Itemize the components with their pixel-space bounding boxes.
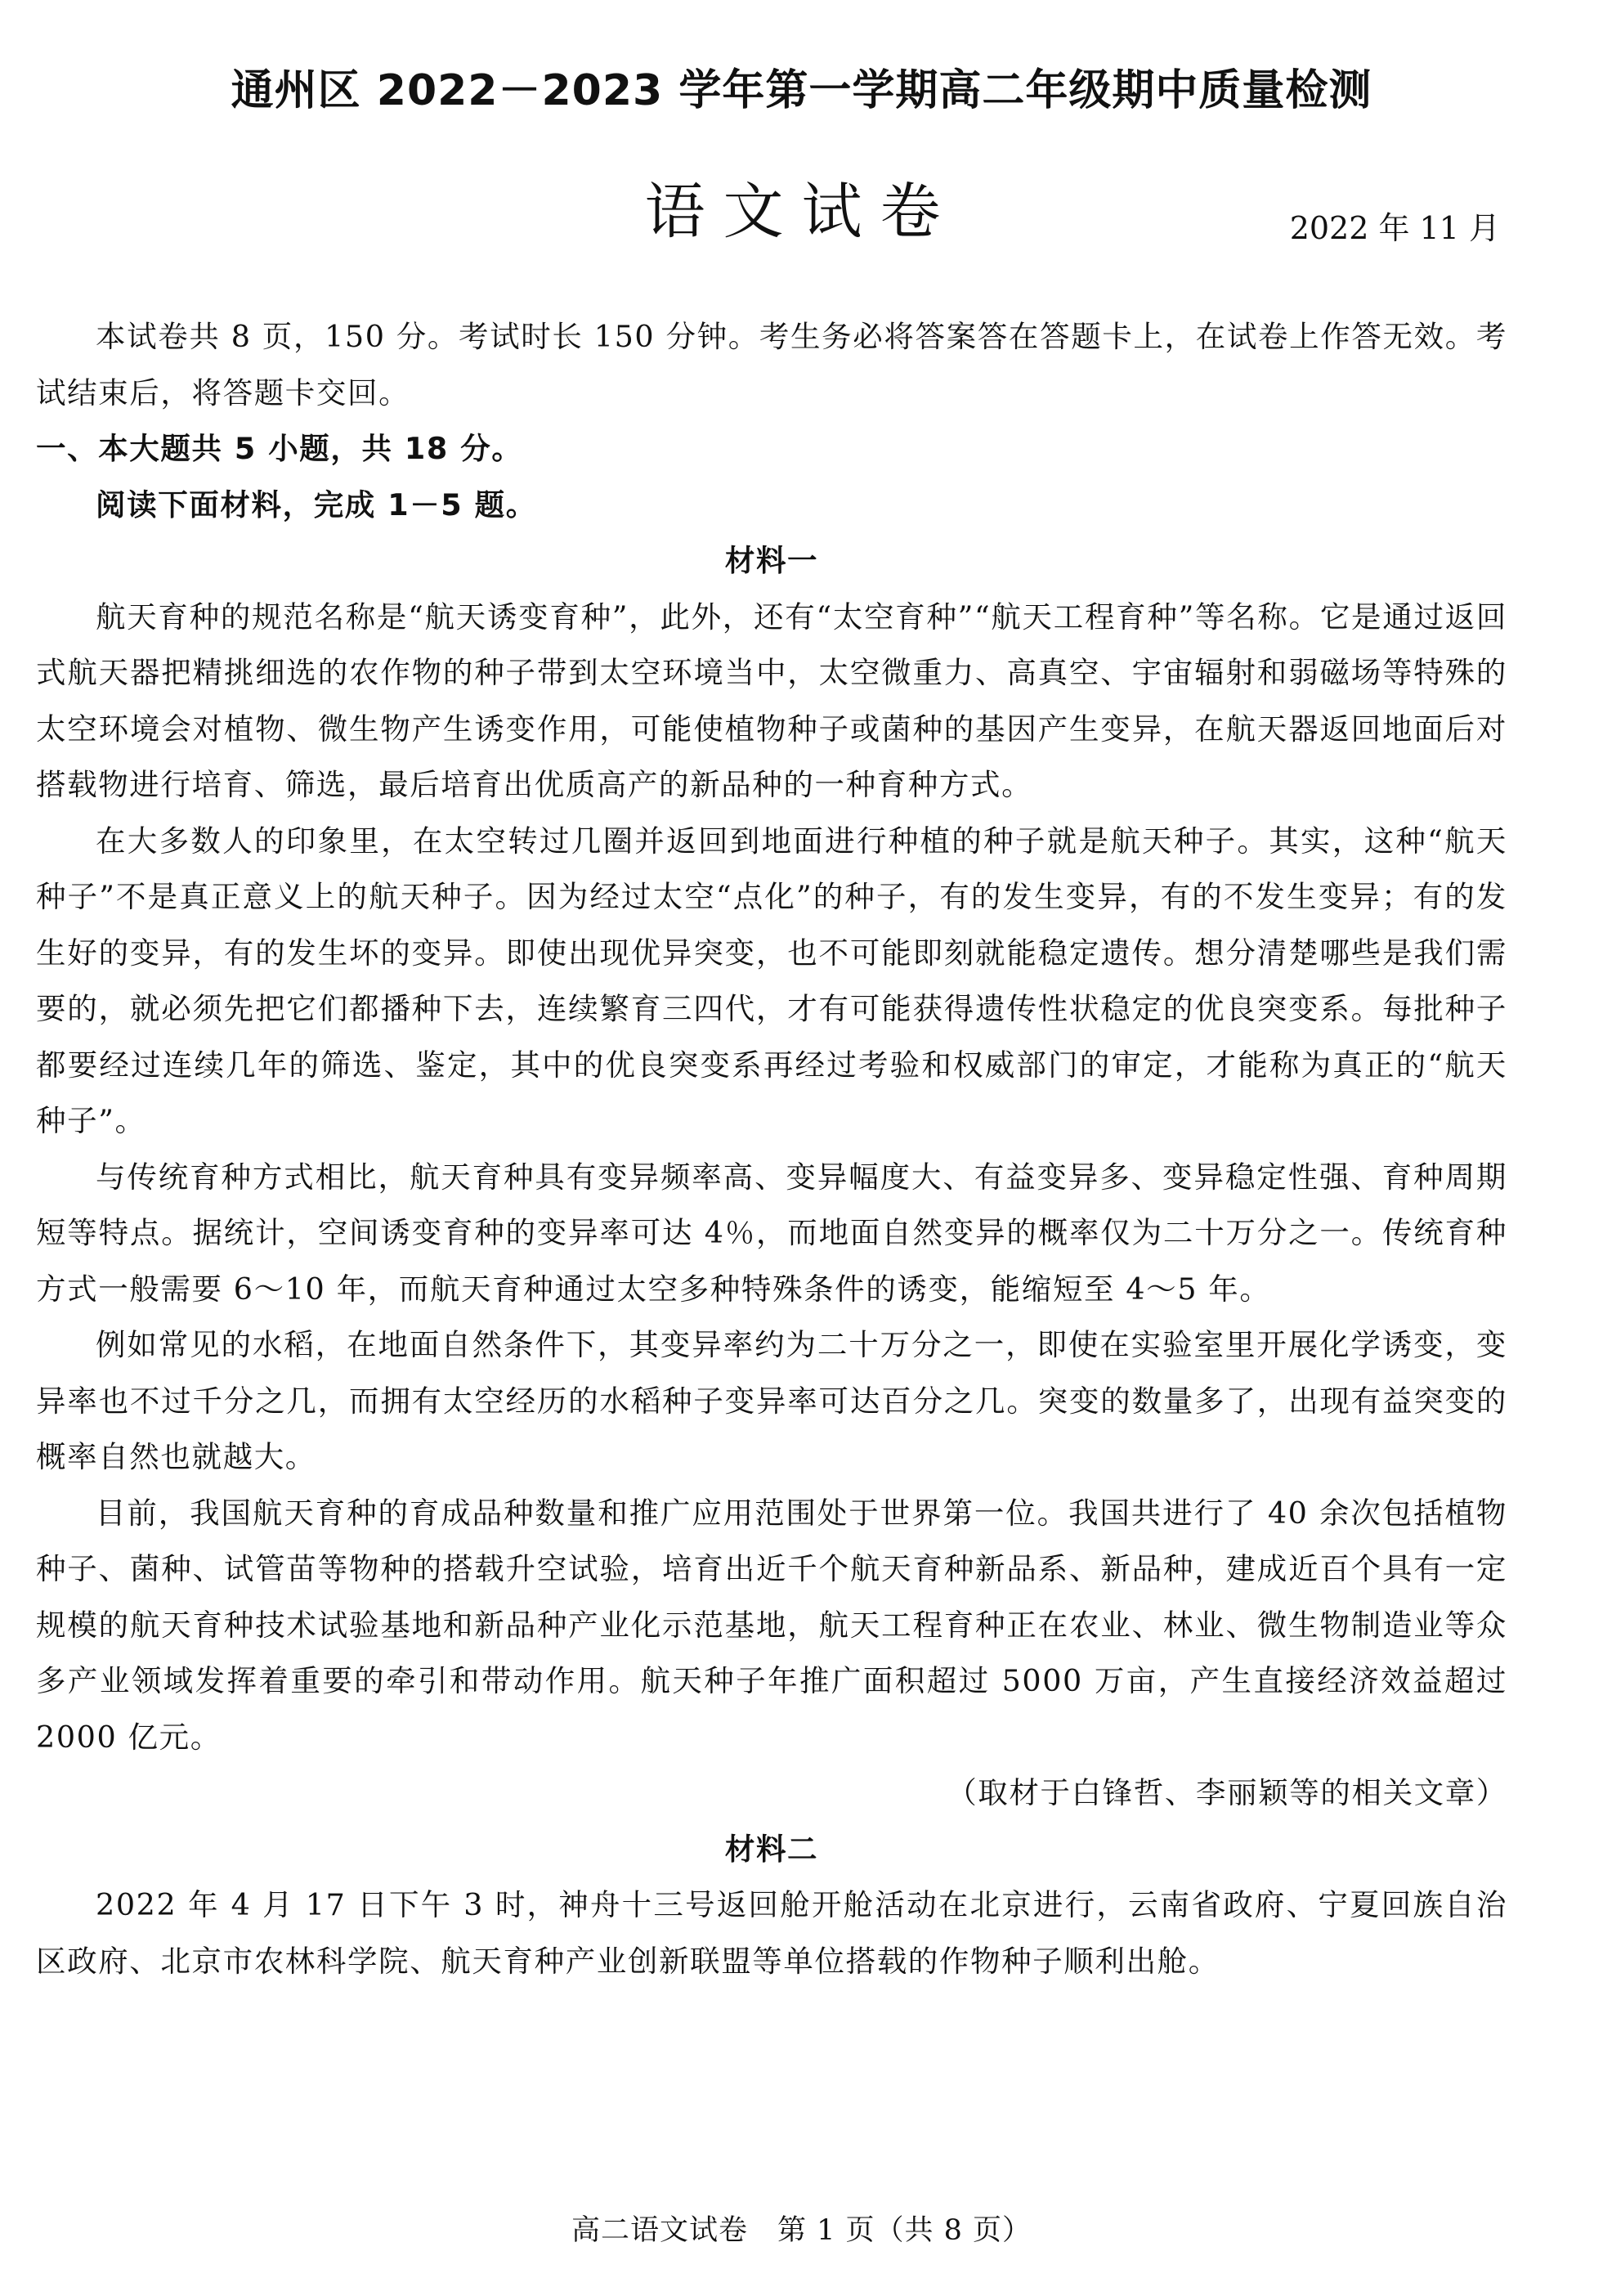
section-directive: 阅读下面材料，完成 1－5 题。 [96, 487, 537, 522]
material-1-source: （取材于白锋哲、李丽颖等的相关文章） [947, 1775, 1507, 1810]
material-1-paragraph: 例如常见的水稻，在地面自然条件下，其变异率约为二十万分之一，即使在实验室里开展化学诱变，变异率也不过千分之几，而拥有太空经历的水稻种子变异率可达百分之几。突变的数量多了，出现有益突变的概率自然也就越大。 [36, 1327, 1507, 1474]
material-2-title: 材料二 [724, 1831, 819, 1867]
paper-date: 2022 年 11 月 [1289, 210, 1500, 246]
material-2-paragraph: 2022 年 4 月 17 日下午 3 时，神舟十三号返回舱开舱活动在北京进行，云南省政府、宁夏回族自治区政府、北京市农林科学院、航天育种产业创新联盟等单位搭载的作物种子顺利出舱。 [36, 1887, 1507, 1979]
page-footer: 高二语文试卷 第 1 页（共 8 页） [571, 2214, 1032, 2247]
material-1-paragraph: 与传统育种方式相比，航天育种具有变异频率高、变异幅度大、有益变异多、变异稳定性强、育种周期短等特点。据统计，空间诱变育种的变异率可达 4％，而地面自然变异的概率仅为二十万分之一。传统育种方式一般需要 6～10 年，而航天育种通过太空多种特殊条件的诱变，能缩短至 4～5 年。 [36, 1159, 1507, 1307]
material-1-paragraph: 在大多数人的印象里，在太空转过几圈并返回到地面进行种植的种子就是航天种子。其实，这种“航天种子”不是真正意义上的航天种子。因为经过太空“点化”的种子，有的发生变异，有的不发生变异；有的发生好的变异，有的发生坏的变异。即使出现优异突变，也不可能即刻就能稳定遗传。想分清楚哪些是我们需要的，就必须先把它们都播种下去，连续繁育三四代，才有可能获得遗传性状稳定的优良突变系。每批种子都要经过连续几年的筛选、鉴定，其中的优良突变系再经过考验和权威部门的审定，才能称为真正的“航天种子”。 [36, 823, 1507, 1138]
section-heading: 一、本大题共 5 小题，共 18 分。 [36, 431, 523, 466]
exam-body [36, 309, 1507, 1989]
exam-title: 通州区 2022－2023 学年第一学期高二年级期中质量检测 [231, 66, 1372, 115]
material-1-paragraph: 目前，我国航天育种的育成品种数量和推广应用范围处于世界第一位。我国共进行了 40 余次包括植物种子、菌种、试管苗等物种的搭载升空试验，培育出近千个航天育种新品系、新品种，建成近百个具有一定规模的航天育种技术试验基地和新品种产业化示范基地，航天工程育种正在农业、林业、微生物制造业等众多产业领域发挥着重要的牵引和带动作用。航天种子年推广面积超过 5000 万亩，产生直接经济效益超过 2000 亿元。 [36, 1495, 1507, 1755]
paper-title: 语文试卷 [644, 177, 959, 247]
material-1-paragraph: 航天育种的规范名称是“航天诱变育种”，此外，还有“太空育种”“航天工程育种”等名称。它是通过返回式航天器把精挑细选的农作物的种子带到太空环境当中，太空微重力、高真空、宇宙辐射和弱磁场等特殊的太空环境会对植物、微生物产生诱变作用，可能使植物种子或菌种的基因产生变异，在航天器返回地面后对搭载物进行培育、筛选，最后培育出优质高产的新品种的一种育种方式。 [36, 599, 1507, 802]
instructions: 本试卷共 8 页，150 分。考试时长 150 分钟。考生务必将答案答在答题卡上，在试卷上作答无效。考试结束后，将答题卡交回。 [36, 319, 1507, 410]
material-1-title: 材料一 [724, 543, 819, 578]
